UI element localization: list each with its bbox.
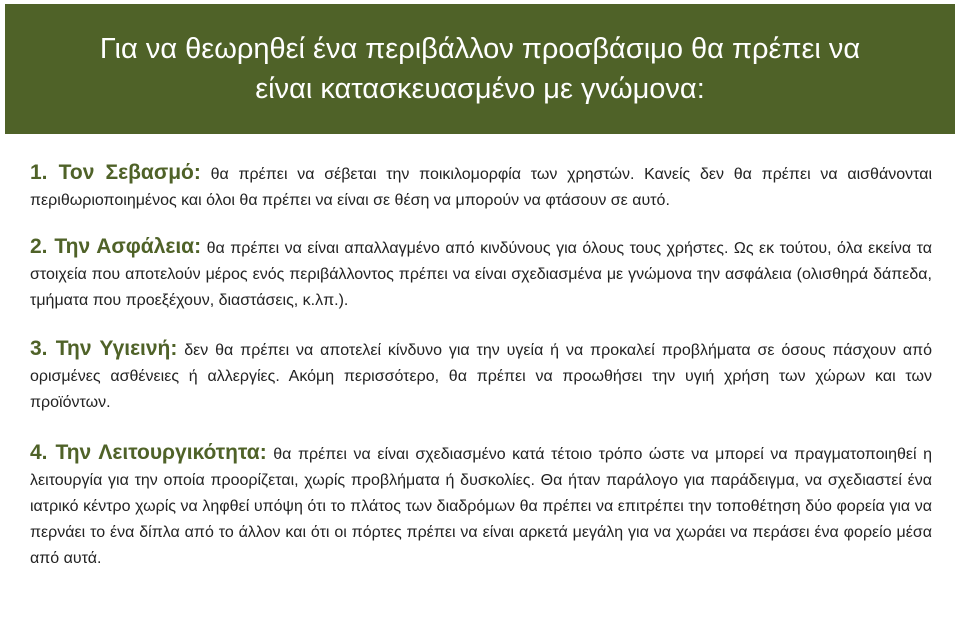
slide-title-line-2: είναι κατασκευασμένο με γνώμονα: bbox=[255, 73, 705, 105]
point-respect bbox=[30, 160, 932, 214]
point-heading: 2. Την Ασφάλεια: bbox=[30, 235, 202, 258]
point-text: θα πρέπει να σέβεται την ποικιλομορφία των χρηστών. Κανείς δεν θα πρέπει να αισθάνονται περιθωριοποιημένος και όλοι θα πρέπει να είναι σε θέση να μπορούν να φτάσουν σε αυτό. bbox=[30, 166, 932, 209]
point-text: θα πρέπει να είναι σχεδιασμένο κατά τέτοιο τρόπο ώστε να μπορεί να πραγματοποιηθεί η λειτουργία για την οποία προορίζεται, χωρίς προβλήματα ή δυσκολίες. Θα ήταν παράλογο για παράδειγμα, να σχεδιαστεί ένα ιατρικό κέντρο χωρίς να ληφθεί υπόψη ότι το πλάτος των διαδρόμων θα πρέπει να επιτρέπει την τοποθέτηση δύο φορεία για να περνάει το ένα δίπλα από το άλλον και ότι οι πόρτες πρέπει να είναι αρκετά μεγάλη για να χωράει να περάσει ένα φορείο μέσα από αυτά. bbox=[30, 446, 933, 567]
point-functionality bbox=[30, 440, 932, 572]
point-hygiene bbox=[30, 336, 932, 416]
title-banner bbox=[5, 4, 955, 134]
point-heading: 1. Τον Σεβασμό: bbox=[30, 161, 201, 184]
point-heading: 4. Την Λειτουργικότητα: bbox=[30, 441, 267, 464]
slide-body bbox=[30, 160, 932, 572]
slide-title-line-1: Για να θεωρηθεί ένα περιβάλλον προσβάσιμο θα πρέπει να bbox=[99, 33, 861, 65]
point-text: δεν θα πρέπει να αποτελεί κίνδυνο για την υγεία ή να προκαλεί προβλήματα σε όσους πάσχουν από ορισμένες ασθένειες ή αλλεργίες. Ακόμη περισσότερο, θα πρέπει να προωθήσει την υγιή χρήση των χώρων και των προϊόντων. bbox=[30, 342, 933, 411]
point-safety bbox=[30, 234, 932, 314]
slide-title bbox=[70, 29, 890, 109]
point-heading: 3. Την Υγιεινή: bbox=[30, 337, 178, 360]
point-text: θα πρέπει να είναι απαλλαγμένο από κινδύνους για όλους τους χρήστες. Ως εκ τούτου, όλα εκείνα τα στοιχεία που αποτελούν μέρος ενός περιβάλλοντος πρέπει να είναι σχεδιασμένα με γνώμονα την ασφάλεια (ολισθηρά δάπεδα, τμήματα που προεξέχουν, διαστάσεις, κ.λπ.). bbox=[30, 240, 933, 309]
